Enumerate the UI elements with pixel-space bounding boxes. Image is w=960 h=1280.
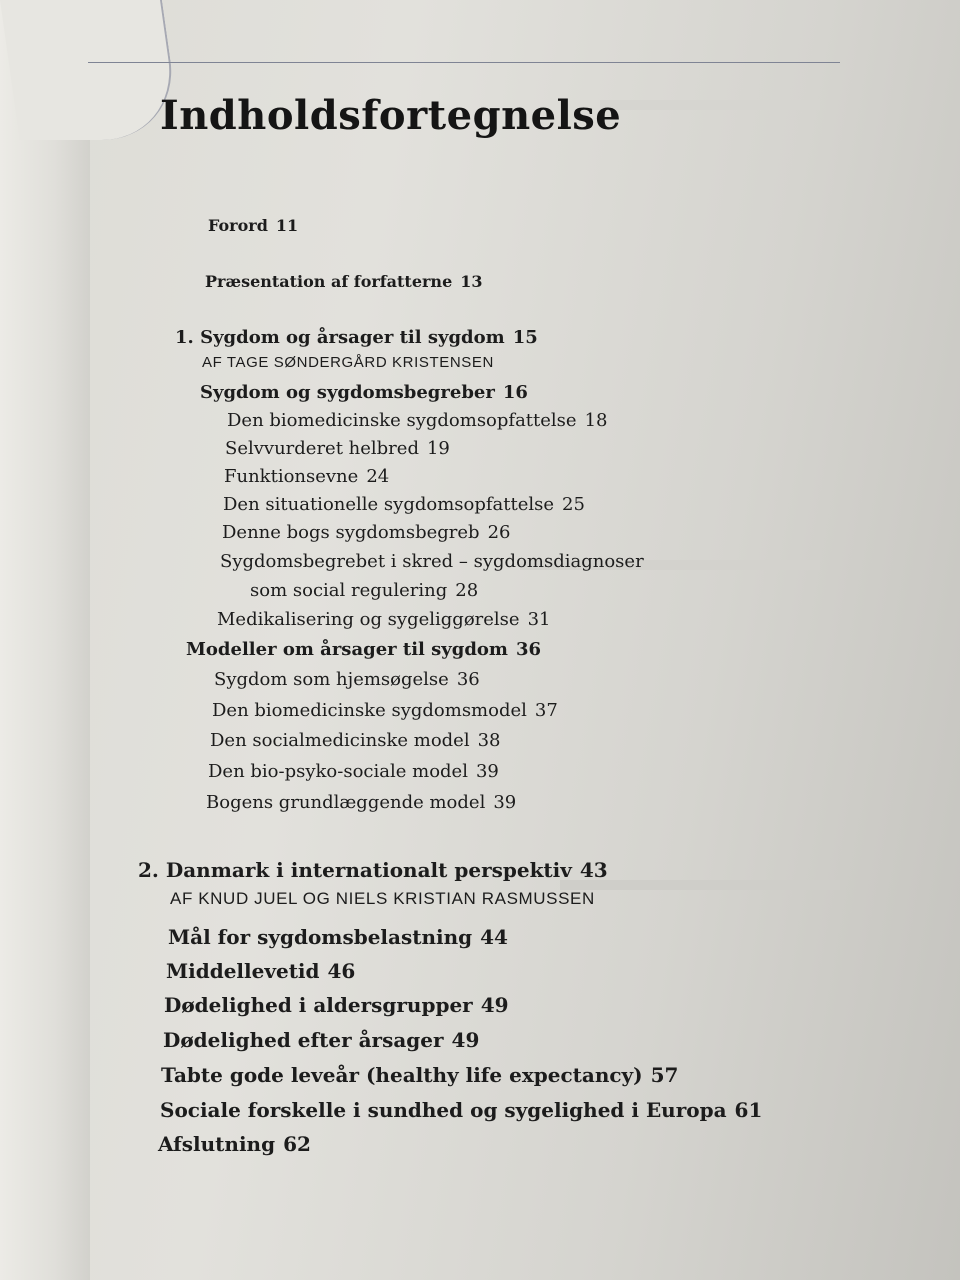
toc-entry-label: Den socialmedicinske model xyxy=(210,730,470,751)
toc-entry-page: 31 xyxy=(527,609,551,630)
toc-subsection xyxy=(223,494,585,515)
toc-entry-page: 25 xyxy=(562,494,585,515)
toc-subsection xyxy=(217,609,550,630)
toc-entry-label: Mål for sygdomsbelastning xyxy=(168,925,473,949)
toc-subsection xyxy=(225,438,450,459)
toc-entry-page: 16 xyxy=(502,382,528,403)
toc-entry-page: 44 xyxy=(480,925,508,949)
toc-entry-page: 18 xyxy=(584,410,608,431)
toc-entry-label: Den biomedicinske sygdomsmodel xyxy=(212,700,527,721)
toc-entry-page: 28 xyxy=(455,580,479,601)
toc-subsection xyxy=(227,410,607,431)
chapter-page: 15 xyxy=(512,327,538,348)
toc-entry-label: Dødelighed i aldersgrupper xyxy=(164,993,473,1017)
toc-entry-page: 62 xyxy=(283,1132,311,1156)
toc-entry-label: Medikalisering og sygeliggørelse xyxy=(217,609,520,630)
toc-entry-label: Modeller om årsager til sygdom xyxy=(186,639,508,660)
chapter-1-heading xyxy=(175,327,538,348)
chapter-1-author: AF TAGE SØNDERGÅRD KRISTENSEN xyxy=(202,354,494,371)
toc-section xyxy=(163,1028,479,1052)
toc-subsection xyxy=(224,466,389,487)
toc-section xyxy=(168,925,508,949)
chapter-number: 2. xyxy=(138,858,159,882)
chapter-number: 1. xyxy=(175,327,194,348)
toc-subsection xyxy=(208,761,499,782)
toc-subsection xyxy=(206,792,516,813)
toc-entry-label: Sygdomsbegrebet i skred – sygdomsdiagnoser xyxy=(220,551,644,572)
toc-subsection xyxy=(220,551,644,572)
toc-entry-page: 13 xyxy=(460,272,483,291)
toc-entry-label: som social regulering xyxy=(250,580,448,601)
toc-entry-page: 36 xyxy=(515,639,542,660)
toc-section xyxy=(160,1098,762,1122)
toc-section xyxy=(161,1063,678,1087)
toc-entry-label: Denne bogs sygdomsbegreb xyxy=(222,522,480,543)
toc-subsection xyxy=(214,669,480,690)
page-title: Indholdsfortegnelse xyxy=(160,92,622,139)
toc-subsection xyxy=(222,522,510,543)
toc-subsection-continued xyxy=(250,580,478,601)
toc-entry-page: 36 xyxy=(456,669,480,690)
toc-entry-praesentation xyxy=(205,272,483,291)
toc-entry-label: Sygdom som hjemsøgelse xyxy=(214,669,449,690)
toc-section xyxy=(186,639,541,660)
toc-subsection xyxy=(210,730,501,751)
toc-entry-label: Den bio-psyko-sociale model xyxy=(208,761,468,782)
chapter-2-heading xyxy=(138,858,608,882)
toc-section xyxy=(164,993,509,1017)
toc-entry-page: 57 xyxy=(650,1063,679,1087)
toc-entry-label: Tabte gode leveår (healthy life expectancy) xyxy=(161,1063,643,1087)
toc-entry-label: Præsentation af forfatterne xyxy=(205,272,453,291)
toc-entry-page: 39 xyxy=(475,761,499,782)
toc-entry-label: Middellevetid xyxy=(166,959,320,983)
toc-entry-label: Selvvurderet helbred xyxy=(225,438,419,459)
toc-entry-label: Bogens grundlæggende model xyxy=(206,792,486,813)
toc-subsection xyxy=(212,700,558,721)
toc-entry-label: Den situationelle sygdomsopfattelse xyxy=(223,494,555,515)
toc-entry-page: 19 xyxy=(426,438,450,459)
toc-entry-page: 49 xyxy=(451,1028,480,1052)
toc-entry-page: 46 xyxy=(327,959,356,983)
toc-entry-page: 24 xyxy=(366,466,390,487)
toc-section xyxy=(158,1132,311,1156)
chapter-2-author: AF KNUD JUEL OG NIELS KRISTIAN RASMUSSEN xyxy=(170,889,595,908)
chapter-page: 43 xyxy=(579,858,608,882)
toc-entry-label: Den biomedicinske sygdomsopfattelse xyxy=(227,410,577,431)
toc-entry-page: 26 xyxy=(487,522,511,543)
toc-entry-page: 38 xyxy=(477,730,501,751)
toc-entry-page: 61 xyxy=(734,1098,763,1122)
chapter-title: Danmark i internationalt perspektiv xyxy=(165,858,572,882)
toc-section xyxy=(200,382,528,403)
toc-entry-page: 49 xyxy=(480,993,509,1017)
toc-entry-page: 11 xyxy=(275,216,299,235)
toc-entry-label: Sociale forskelle i sundhed og sygelighed i Europa xyxy=(160,1098,727,1122)
toc-entry-label: Sygdom og sygdomsbegreber xyxy=(200,382,495,403)
toc-entry-label: Funktionsevne xyxy=(224,466,359,487)
toc-entry-page: 37 xyxy=(534,700,558,721)
toc-entry-label: Afslutning xyxy=(158,1132,276,1156)
toc-entry-label: Forord xyxy=(208,216,268,235)
toc-entry-page: 39 xyxy=(493,792,517,813)
toc-section xyxy=(166,959,355,983)
chapter-title: Sygdom og årsager til sygdom xyxy=(200,327,505,348)
toc-entry-forord xyxy=(208,216,298,235)
toc-entry-label: Dødelighed efter årsager xyxy=(163,1028,444,1052)
